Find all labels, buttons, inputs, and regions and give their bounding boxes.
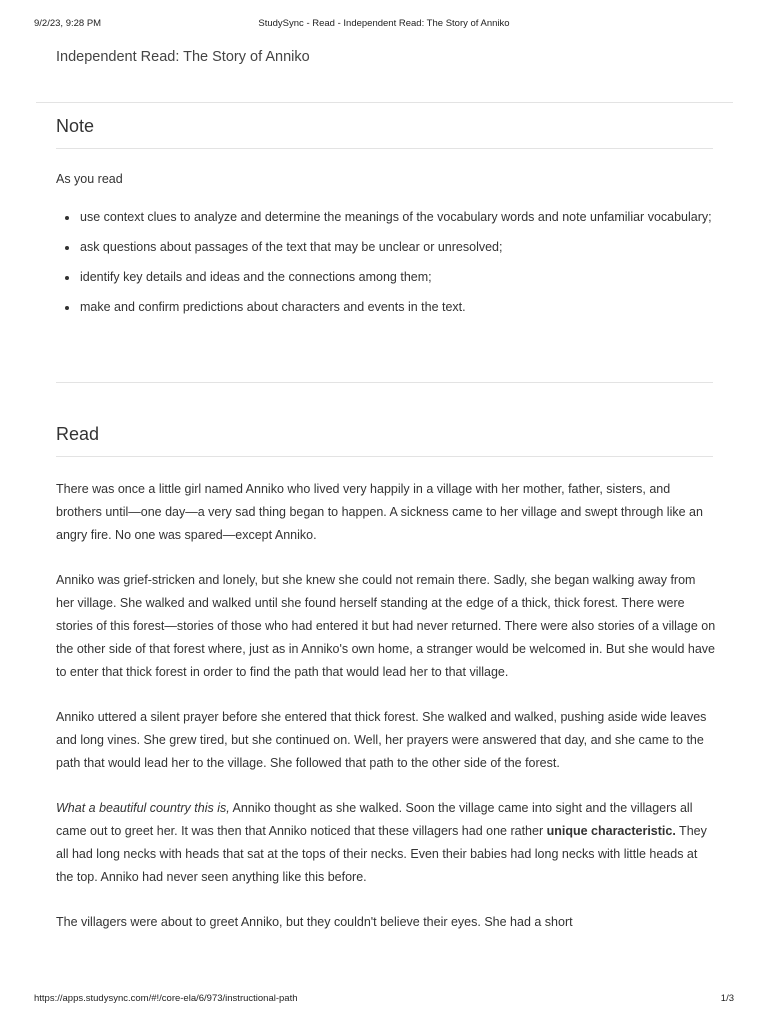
read-heading-divider — [56, 456, 713, 457]
print-url: https://apps.studysync.com/#!/core-ela/6/973/instructional-path — [34, 993, 298, 1004]
note-list-item: ask questions about passages of the text that may be unclear or unresolved; — [80, 236, 740, 259]
read-paragraph-4 — [56, 797, 716, 889]
print-footer — [0, 993, 768, 1007]
page-title: Independent Read: The Story of Anniko — [56, 49, 310, 65]
read-paragraph-1: There was once a little girl named Anniko who lived very happily in a village with her mother, father, sisters, and brothers until—one day—a very sad thing began to happen. A sickness came to her village and swept through like an angry fire. No one was spared—except Anniko. — [56, 482, 703, 542]
note-heading-divider — [56, 148, 713, 149]
read-paragraph-2: Anniko was grief-stricken and lonely, but she knew she could not remain there. Sadly, she began walking away from her village. She walked and walked until she found herself standing at the edge of a thick, thick forest. There were stories of this forest—stories of those who had entered it but had never returned. There were also stories of a village on the other side of that forest where, just as in Anniko's own home, a stranger would be welcomed in. But she would have to enter that thick forest in order to find the path that would lead her to that village. — [56, 573, 716, 679]
paragraph-4-text-a: Anniko thought as she walked. Soon the village came into sight and the villagers all came out to greet her. It was then that Anniko noticed that these villagers had one rather — [56, 801, 693, 838]
section-divider — [56, 382, 713, 383]
title-divider — [36, 102, 733, 103]
read-body — [56, 478, 716, 956]
vocabulary-term[interactable]: unique characteristic. — [546, 824, 676, 838]
print-page-number: 1/3 — [720, 993, 734, 1004]
note-list-item: use context clues to analyze and determine the meanings of the vocabulary words and note unfamiliar vocabulary; — [80, 206, 740, 229]
print-datetime: 9/2/23, 9:28 PM — [34, 18, 102, 29]
read-paragraph-5: The villagers were about to greet Anniko, but they couldn't believe their eyes. She had a short — [56, 915, 573, 929]
note-heading: Note — [56, 116, 95, 136]
print-header — [0, 18, 768, 32]
italic-thought: What a beautiful country this is, — [56, 801, 230, 815]
note-list-item: identify key details and ideas and the connections among them; — [80, 266, 740, 289]
note-list-item: make and confirm predictions about characters and events in the text. — [80, 296, 740, 319]
paragraph-4-text-b: They all had long necks with heads that sat at the tops of their necks. Even their babies had long necks with little heads at the top. Anniko had never seen anything like this before. — [56, 824, 707, 884]
note-intro: As you read — [56, 172, 123, 186]
print-title: StudySync - Read - Independent Read: The Story of Anniko — [258, 18, 510, 29]
note-list — [56, 206, 740, 326]
read-heading: Read — [56, 424, 100, 444]
read-paragraph-3: Anniko uttered a silent prayer before she entered that thick forest. She walked and walked, pushing aside wide leaves and long vines. She grew tired, but she continued on. Well, her prayers were answered that day, and she came to the path that would lead her to the village. She followed that path to the other side of the forest. — [56, 710, 707, 770]
